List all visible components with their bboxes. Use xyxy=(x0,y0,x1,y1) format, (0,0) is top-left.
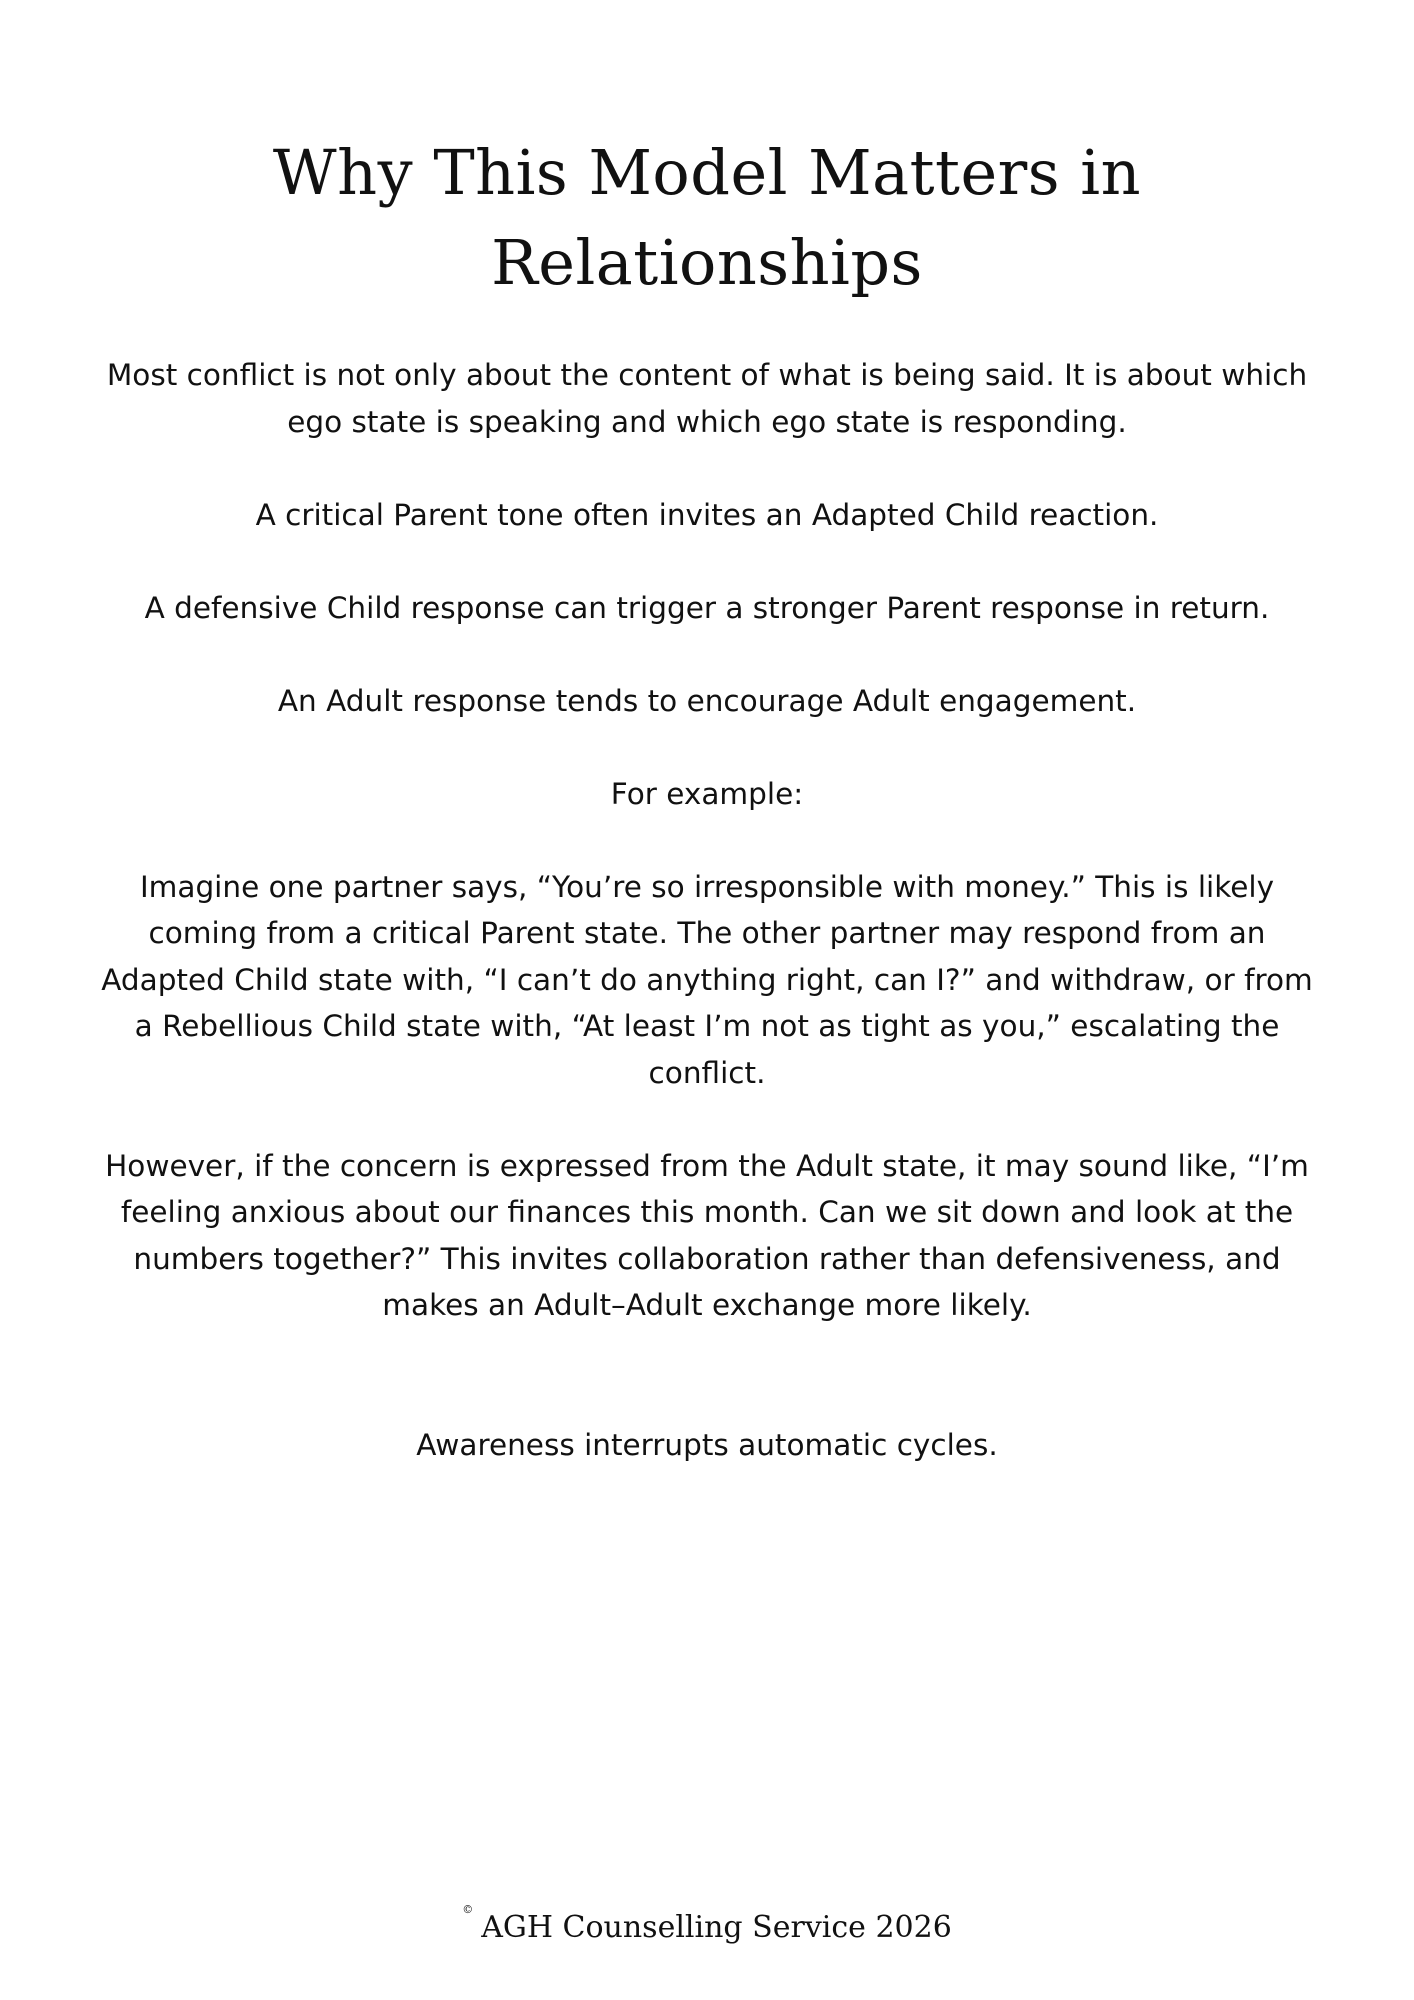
body-text xyxy=(90,352,1324,1515)
paragraph-example-conflict: Imagine one partner says, “You’re so irresponsible with money.” This is likely coming from a critical Parent state. The other partner may respond from an Adapted Child state with, “I can’t do anything right, can I?” and withdraw, or from a Rebellious Child state with, “At least I’m not as tight as you,” escalating the conflict. xyxy=(101,869,1313,1090)
paragraph-intro: Most conflict is not only about the content of what is being said. It is about which ego state is speaking and which ego state is responding. xyxy=(106,358,1308,439)
paragraph-awareness: Awareness interrupts automatic cycles. xyxy=(416,1427,998,1462)
footer-text: AGH Counselling Service 2026 xyxy=(481,1910,952,1945)
paragraph-for-example: For example: xyxy=(610,776,804,811)
paragraph-critical-parent: A critical Parent tone often invites an Adapted Child reaction. xyxy=(255,497,1159,532)
paragraph-example-adult: However, if the concern is expressed from the Adult state, it may sound like, “I’m feeling anxious about our finances this month. Can we sit down and look at the numbers together?” This invites collaboration rather than defensiveness, and makes an Adult–Adult exchange more likely. xyxy=(105,1148,1309,1322)
page-title: Why This Model Matters in Relationships xyxy=(272,136,1142,299)
paragraph-defensive-child: A defensive Child response can trigger a stronger Parent response in return. xyxy=(144,590,1270,625)
footer-copyright xyxy=(0,1890,1414,1948)
copyright-symbol: © xyxy=(462,1903,474,1916)
paragraph-adult-response: An Adult response tends to encourage Adult engagement. xyxy=(277,683,1137,718)
